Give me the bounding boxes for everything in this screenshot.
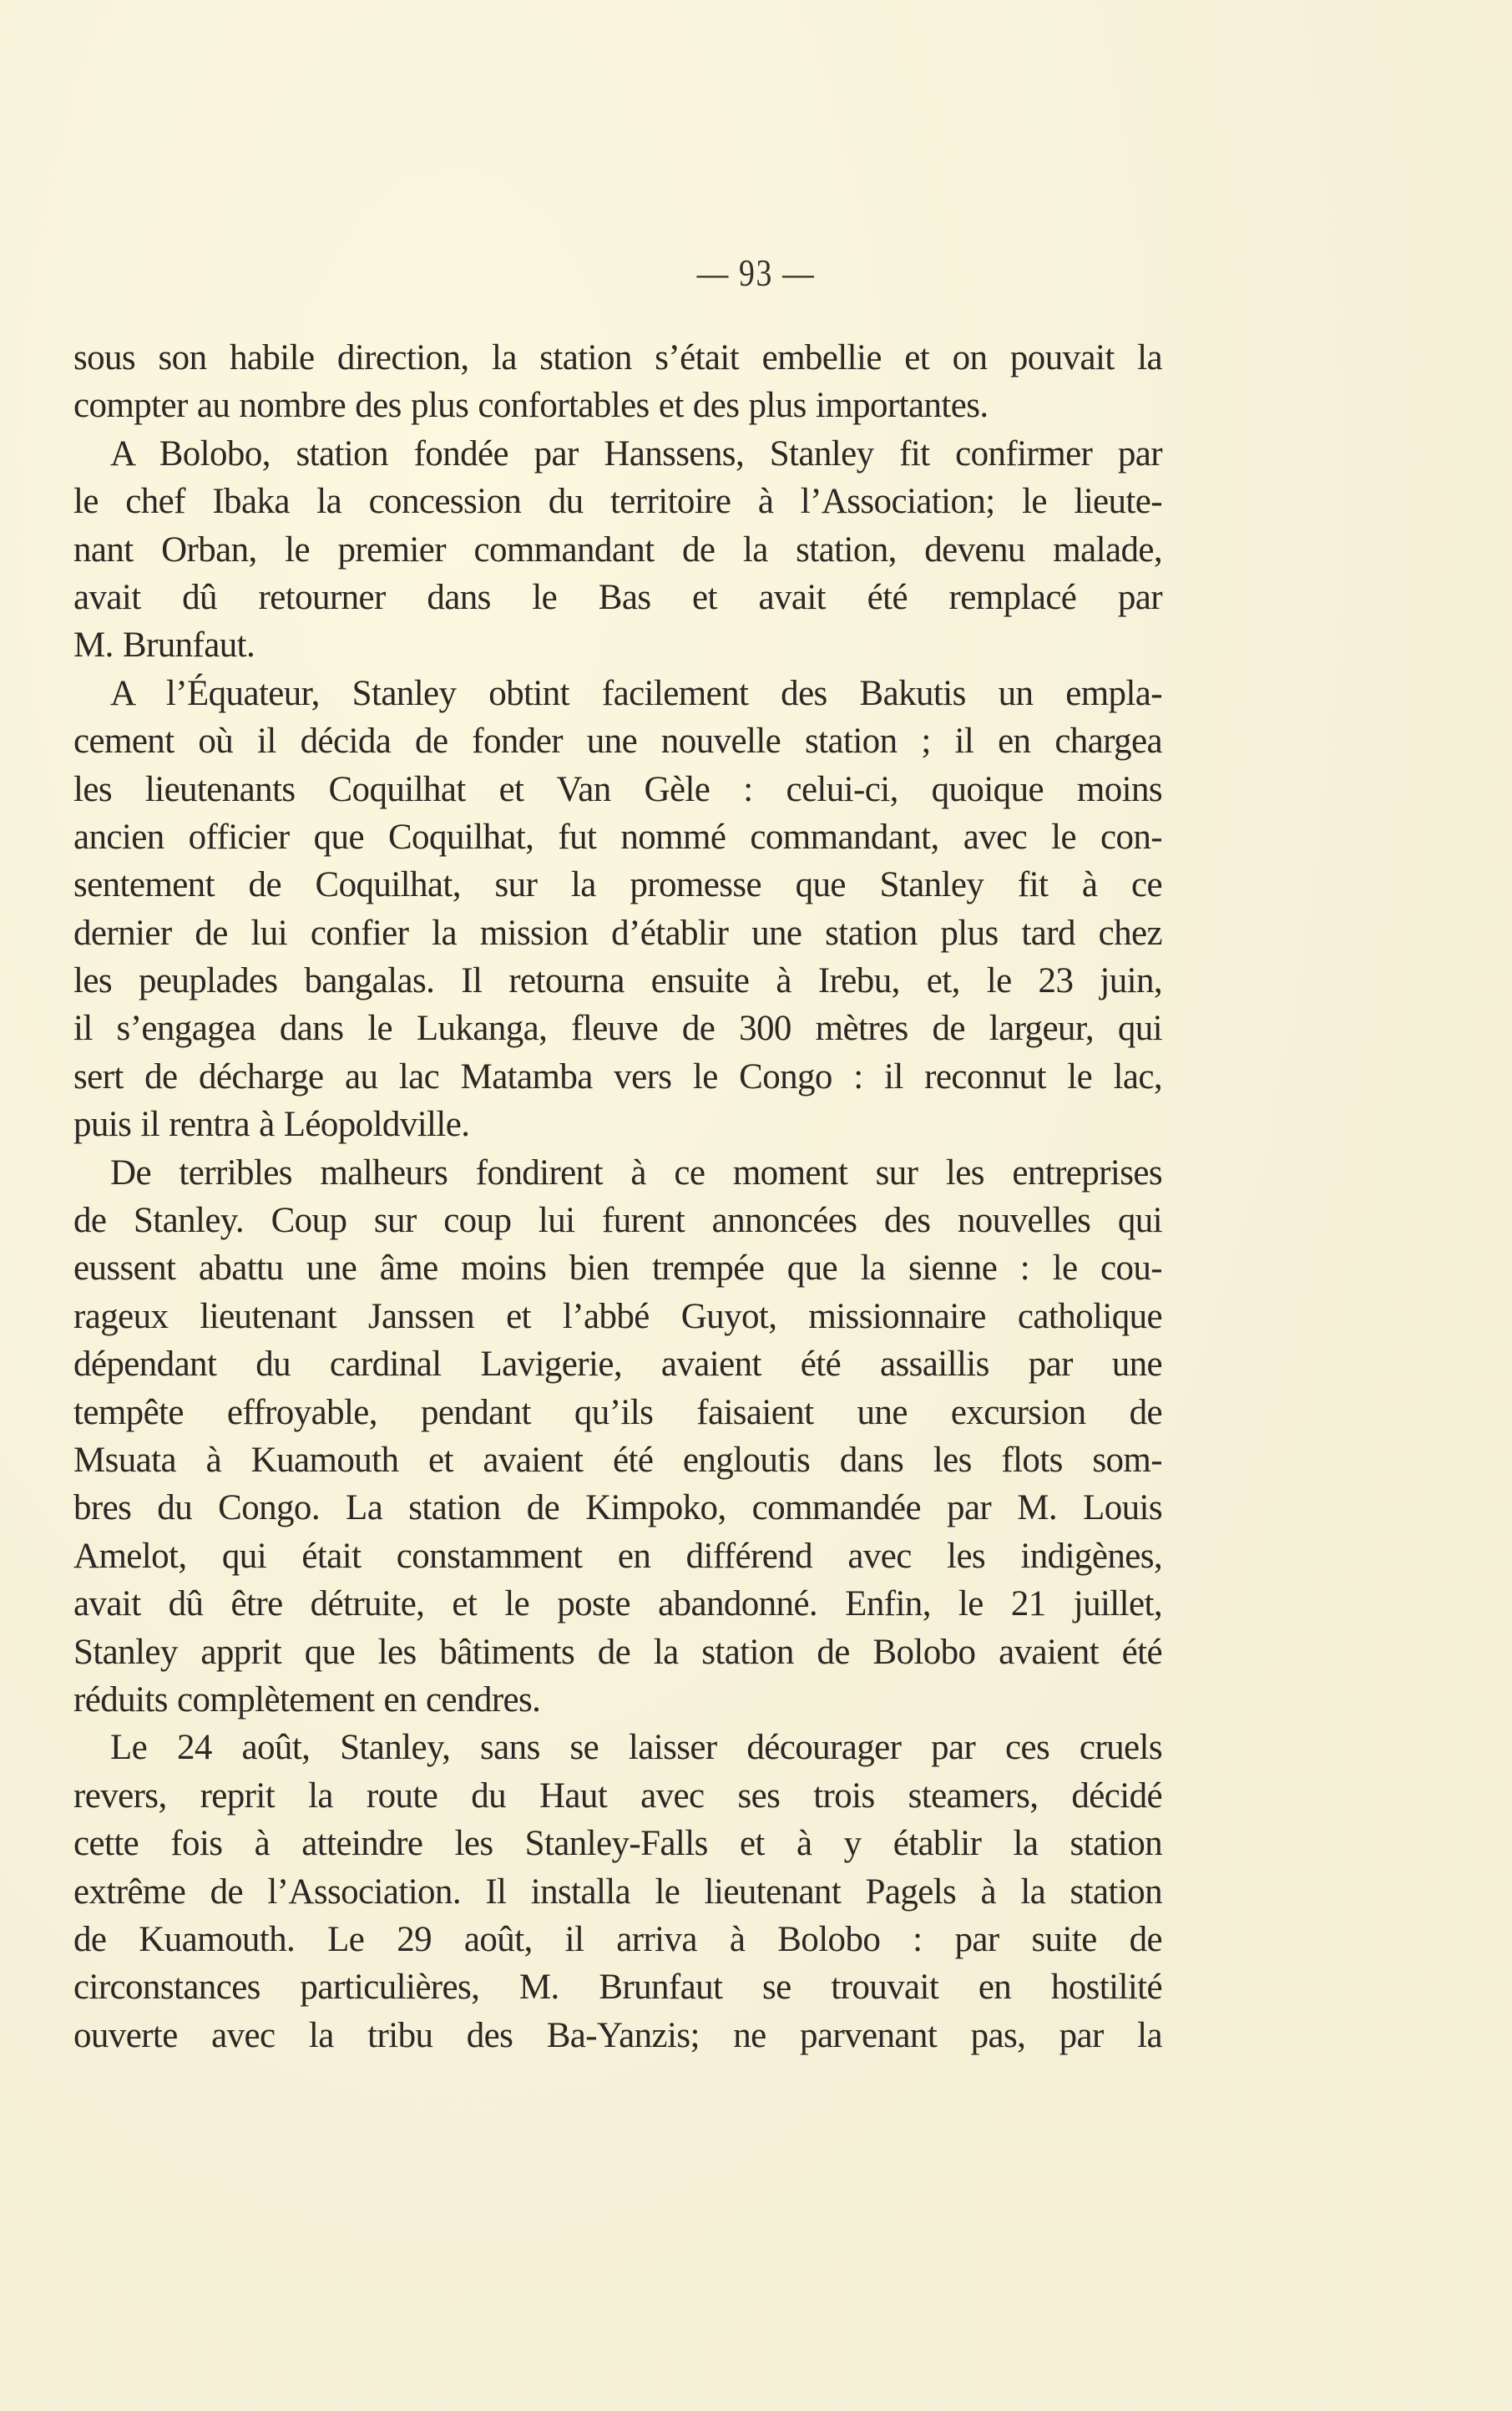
text-line: avait dû être détruite, et le poste abandonné. Enfin, le 21 juillet, [73,1584,1162,1624]
text-line: de Kuamouth. Le 29 août, il arriva à Bolobo : par suite de [73,1919,1162,1959]
text-line: Amelot, qui était constamment en différend avec les indigènes, [73,1536,1162,1576]
text-line: Le 24 août, Stanley, sans se laisser décourager par ces cruels [110,1728,1162,1768]
text-line: extrême de l’Association. Il installa le lieutenant Pagels à la station [73,1872,1162,1912]
text-line: ancien officier que Coquilhat, fut nommé commandant, avec le con- [73,817,1162,857]
text-line: tempête effroyable, pendant qu’ils faisaient une excursion de [73,1392,1162,1432]
text-line: De terribles malheurs fondirent à ce moment sur les entreprises [110,1152,1162,1193]
text-line: compter au nombre des plus confortables et des plus importantes. [73,386,989,426]
text-line: ouverte avec la tribu des Ba-Yanzis; ne parvenant pas, par la [73,2015,1162,2055]
text-line: cette fois à atteindre les Stanley-Falls et à y établir la station [73,1824,1162,1864]
text-line: sous son habile direction, la station s’était embellie et on pouvait la [73,338,1162,377]
text-line: nant Orban, le premier commandant de la station, devenu malade, [73,529,1162,570]
text-line: sert de décharge au lac Matamba vers le Congo : il reconnut le lac, [73,1056,1162,1097]
text-line: le chef Ibaka la concession du territoire à l’Association; le lieute- [73,482,1162,522]
text-line: revers, reprit la route du Haut avec ses trois steamers, décidé [73,1775,1162,1816]
text-line: dépendant du cardinal Lavigerie, avaient été assaillis par une [73,1345,1162,1385]
text-line: A Bolobo, station fondée par Hanssens, Stanley fit confirmer par [110,433,1162,474]
text-line: dernier de lui confier la mission d’établir une station plus tard chez [73,913,1162,953]
text-line: les lieutenants Coquilhat et Van Gèle : celui-ci, quoique moins [73,769,1162,809]
text-line: avait dû retourner dans le Bas et avait été remplacé par [73,577,1162,617]
text-line: circonstances particulières, M. Brunfaut se trouvait en hostilité [73,1968,1162,2008]
text-line: M. Brunfaut. [73,626,255,666]
text-line: bres du Congo. La station de Kimpoko, commandée par M. Louis [73,1488,1162,1528]
text-line: les peuplades bangalas. Il retourna ensuite à Irebu, et, le 23 juin, [73,961,1162,1001]
text-line: de Stanley. Coup sur coup lui furent annoncées des nouvelles qui [73,1201,1162,1241]
page-number: — 93 — [696,251,816,294]
body-text [73,334,1162,2059]
text-line: cement où il décida de fonder une nouvelle station ; il en chargea [73,722,1162,762]
text-line: Stanley apprit que les bâtiments de la station de Bolobo avaient été [73,1632,1162,1672]
text-line: rageux lieutenant Janssen et l’abbé Guyot, missionnaire catholique [73,1296,1162,1336]
text-line: il s’engagea dans le Lukanga, fleuve de 300 mètres de largeur, qui [73,1009,1162,1049]
text-line: réduits complètement en cendres. [73,1679,541,1720]
text-line: sentement de Coquilhat, sur la promesse que Stanley fit à ce [73,865,1162,905]
text-line: eussent abattu une âme moins bien trempée que la sienne : le cou- [73,1249,1162,1289]
text-line: A l’Équateur, Stanley obtint facilement des Bakutis un empla- [110,673,1162,713]
text-line: Msuata à Kuamouth et avaient été engloutis dans les flots som- [73,1440,1162,1480]
text-line: puis il rentra à Léopoldville. [73,1105,470,1145]
